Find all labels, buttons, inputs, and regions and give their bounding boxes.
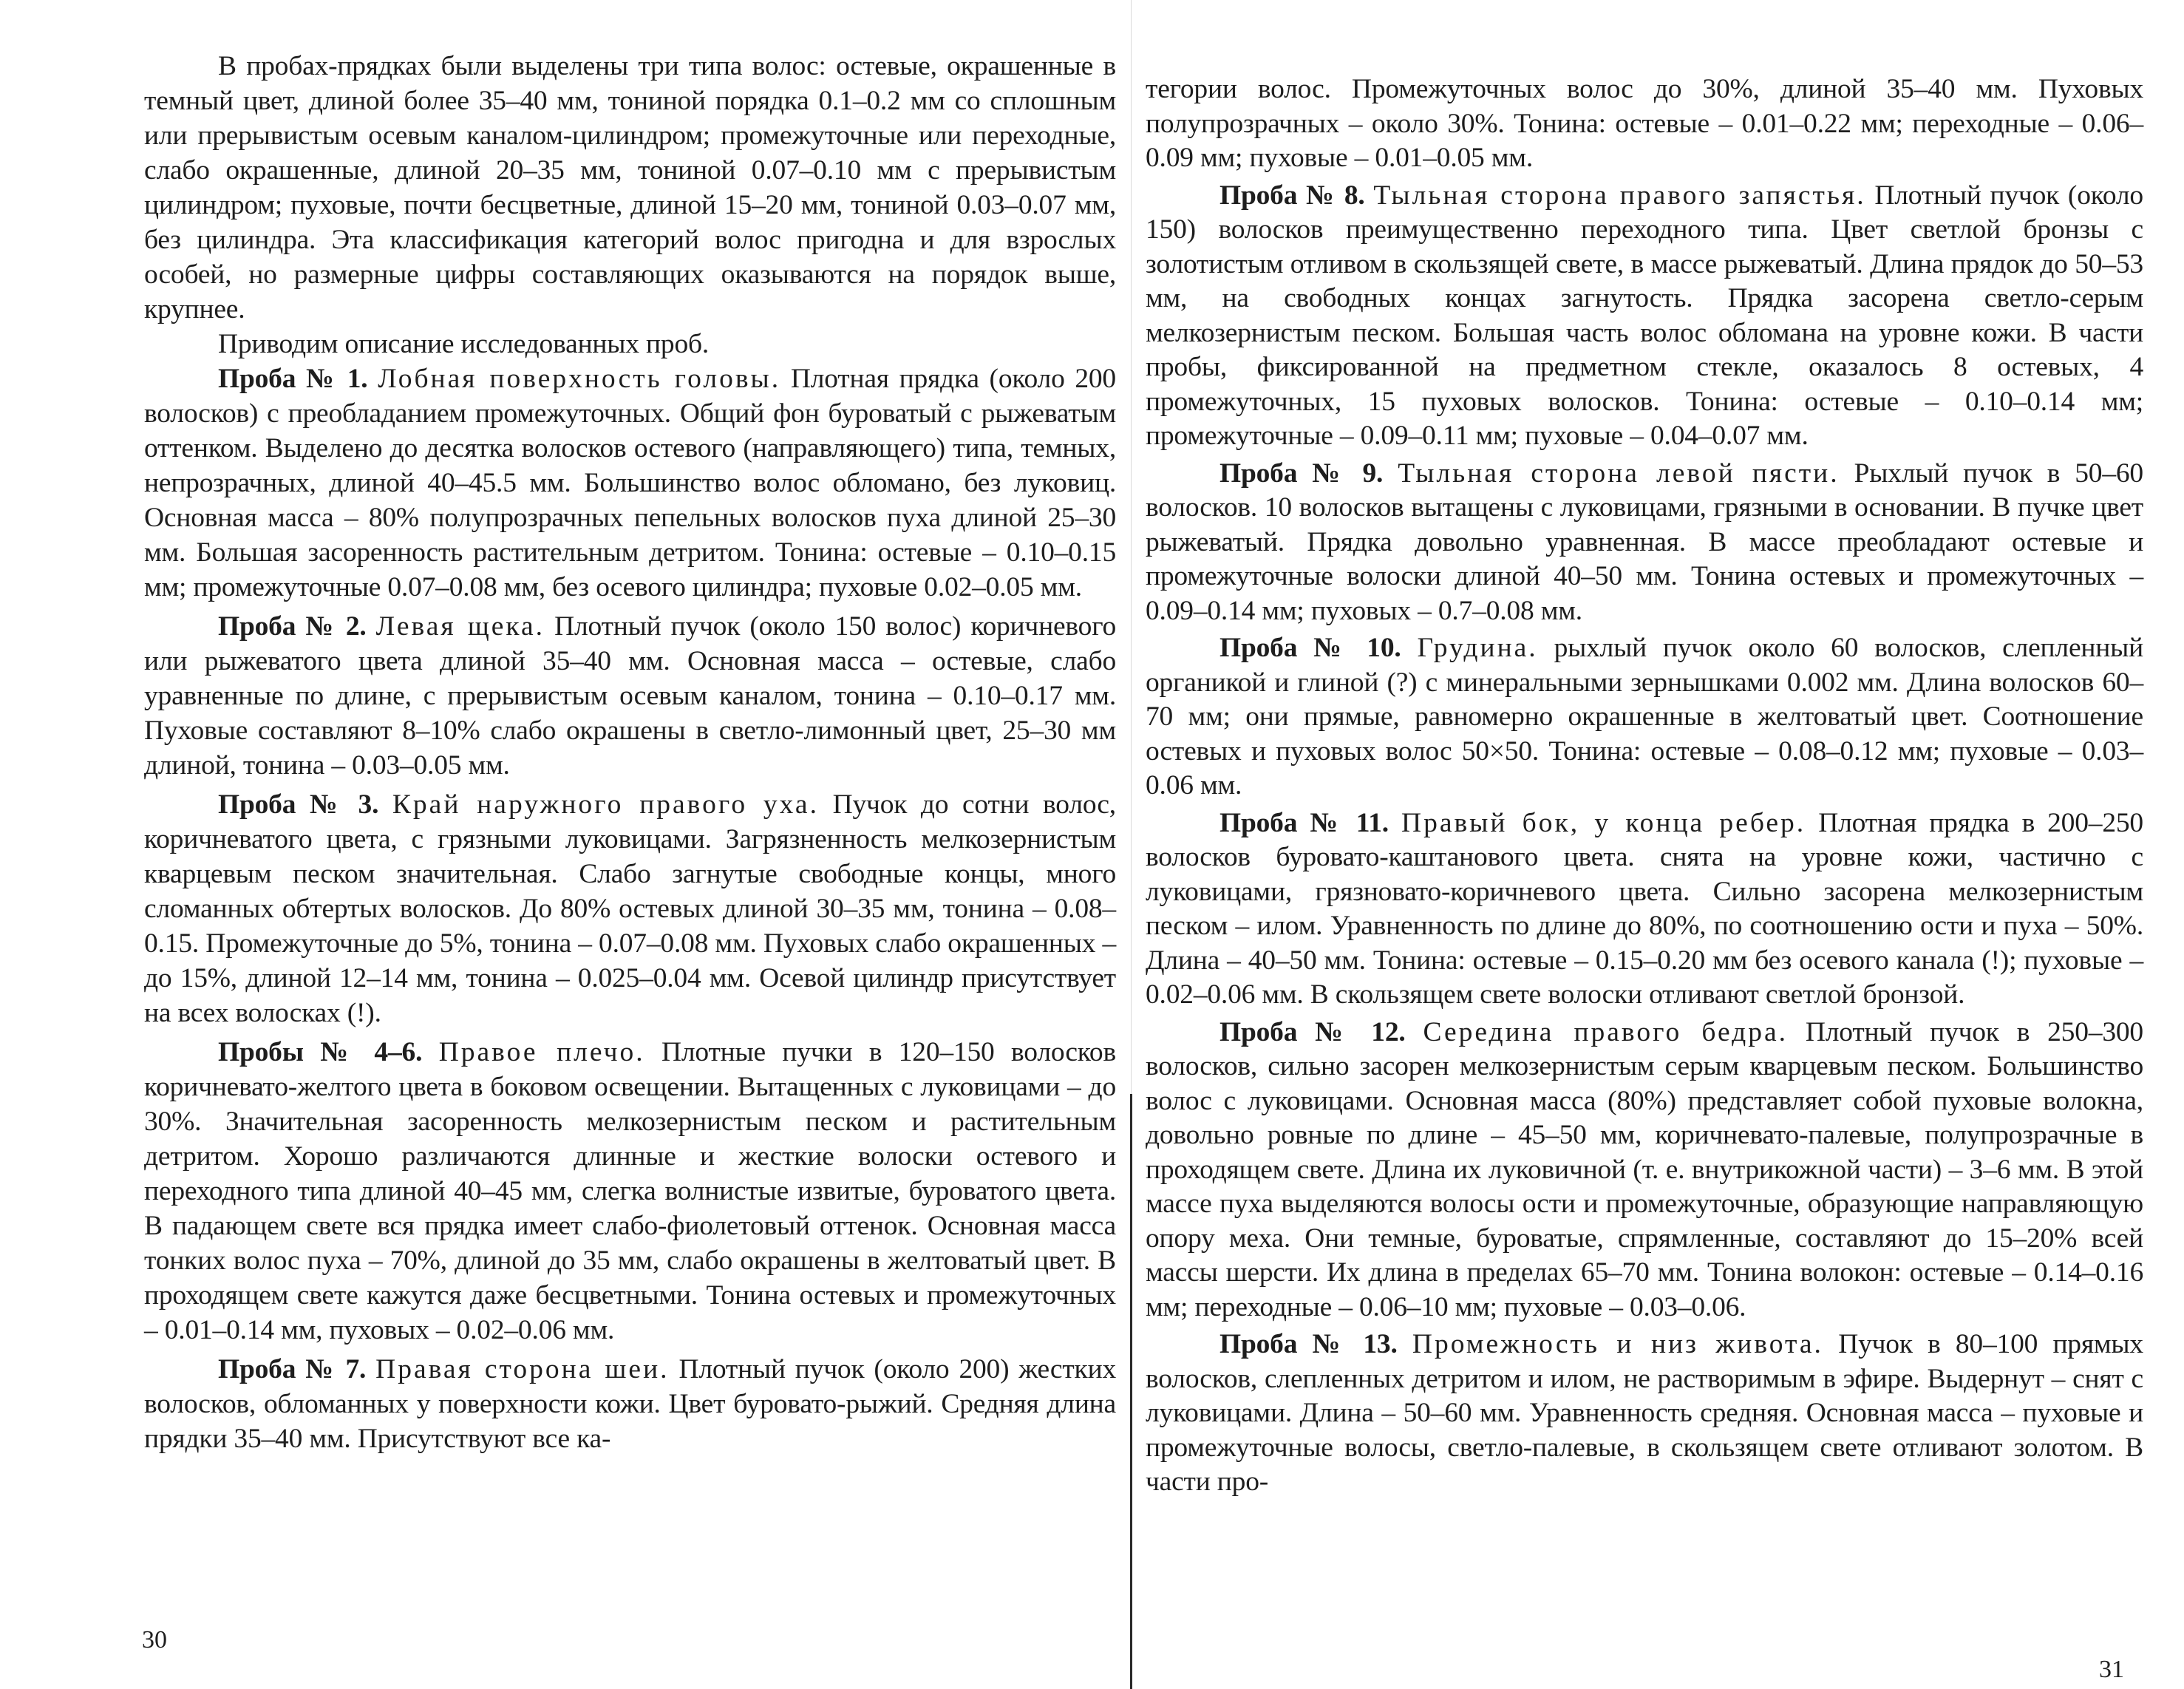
sample-3-location: Край наружного правого уха. xyxy=(392,789,819,820)
sample-9 xyxy=(1146,457,2143,629)
sample-9-location: Тыльная сторона левой пясти. xyxy=(1398,458,1840,489)
sample-11-text: Плотная прядка в 200–250 волосков буровато-каштанового цвета. снята на уровне кожи, частично с луковицами, грязновато-коричневого цвета. Сильно засорена мелкозернистым песком – илом. Уравненность по длине до 80%, по соотношению ости и пуха – 50%. Длина – 40–50 мм. Тонина: остевые – 0.15–0.20 мм без осевого канала (!); пуховые – 0.02–0.06 мм. В скользящем свете волоски отливают светлой бронзой. xyxy=(1146,807,2143,1010)
sample-1 xyxy=(144,361,1116,605)
sample-10-location: Грудина. xyxy=(1417,633,1538,663)
sample-12-text: Плотный пучок в 250–300 волосков, сильно засорен мелкозернистым серым кварцевым песком. Большинство волос с луковицами. Основная масса (80%) представляет собой пуховые волокна, довольно ровные по длине – 45–50 мм, коричневато-палевые, полупрозрачные в проходящем свете. Длина их луковичной (т. е. внутрикожной части) – 3–6 мм. В этой массе пуха выделяются волосы ости и промежуточные, образующие направляющую опору меха. Они темные, буроватые, спрямленные, составляют до 15–20% всей массы шерсти. Их длина в пределах 65–70 мм. Тонина волокон: остевые – 0.14–0.16 мм; переходные – 0.06–10 мм; пуховые – 0.03–0.06. xyxy=(1146,1016,2143,1322)
sample-13 xyxy=(1146,1328,2143,1500)
sample-4-6 xyxy=(144,1035,1116,1348)
sample-3-text: Пучок до сотни волос, коричневатого цвета, с грязными луковицами. Загрязненность мелкозернистым кварцевым песком значительная. Слабо загнутые свободные концы, много сломанных обтертых волосков. До 80% остевых длиной 30–35 мм, тонина – 0.08–0.15. Промежуточные до 5%, тонина – 0.07–0.08 мм. Пуховых слабо окрашенных – до 15%, длиной 12–14 мм, тонина – 0.025–0.04 мм. Осевой цилиндр присутствует на всех волосках (!). xyxy=(144,789,1116,1028)
sample-10 xyxy=(1146,631,2143,803)
sample-10-heading: Проба № 10. xyxy=(1219,633,1401,663)
sample-12-heading: Проба № 12. xyxy=(1219,1016,1406,1047)
sample-7-location: Правая сторона шеи. xyxy=(375,1354,670,1384)
sample-7-text: Плотный пучок (около 200) жестких волосков, обломанных у поверхности кожи. Цвет буровато-рыжий. Средняя длина прядки 35–40 мм. Присутствуют все ка- xyxy=(144,1354,1116,1454)
sample-13-location: Промежность и низ живота. xyxy=(1412,1329,1823,1359)
sample-8 xyxy=(1146,179,2143,454)
sample-7 xyxy=(144,1352,1116,1456)
sample-8-location: Тыльная сторона правого запястья. xyxy=(1373,180,1866,211)
sample-3-heading: Проба № 3. xyxy=(218,789,379,820)
sample-9-text: Рыхлый пучок в 50–60 волосков. 10 волосков вытащены с луковицами, грязными в основании. В пучке цвет рыжеватый. Прядка довольно уравненная. В массе преобладают остевые и промежуточные волоски длиной 40–50 мм. Тонина остевых и промежуточных – 0.09–0.14 мм; пуховых – 0.7–0.08 мм. xyxy=(1146,458,2143,626)
sample-10-text: рыхлый пучок около 60 волосков, слепленный органикой и глиной (?) с минеральными зернышками 0.002 мм. Длина волосков 60–70 мм; они прямые, равномерно окрашенные в желтоватый цвет. Соотношение остевых и пуховых волос 50×50. Тонина: остевые – 0.08–0.12 мм; пуховые – 0.03–0.06 мм. xyxy=(1146,633,2143,801)
sample-7-heading: Проба № 7. xyxy=(218,1354,367,1384)
sample-3 xyxy=(144,787,1116,1030)
sample-12 xyxy=(1146,1016,2143,1325)
sample-2-heading: Проба № 2. xyxy=(218,611,367,642)
right-page-number: 31 xyxy=(2099,1656,2124,1683)
intro-paragraph: В пробах-прядках были выделены три типа волос: остевые, окрашенные в темный цвет, длиной более 35–40 мм, тониной порядка 0.1–0.2 мм со сплошным или прерывистым осевым каналом-цилиндром; промежуточные или переходные, слабо окрашенные, длиной 20–35 мм, тониной 0.07–0.10 мм с прерывистым цилиндром; пуховые, почти бесцветные, длиной 15–20 мм, тониной 0.03–0.07 мм, без цилиндра. Эта классификация категорий волос пригодна и для взрослых особей, но размерные цифры составляющих оказываются на порядок выше, крупнее. xyxy=(144,51,1116,324)
sample-1-heading: Проба № 1. xyxy=(218,364,368,394)
sample-2 xyxy=(144,609,1116,783)
sample-1-text: Плотная прядка (около 200 волосков) с преобладанием промежуточных. Общий фон буроватый с рыжеватым оттенком. Выделено до десятка волосков остевого (направляющего) типа, темных, непрозрачных, длиной 40–45.5 мм. Большинство волос обломано, без луковиц. Основная масса – 80% полупрозрачных пепельных волосков пуха длиной 25–30 мм. Большая засоренность растительным детритом. Тонина: остевые – 0.10–0.15 мм; промежуточные 0.07–0.08 мм, без осевого цилиндра; пуховые 0.02–0.05 мм. xyxy=(144,364,1116,602)
sample-11-location: Правый бок, у конца ребер. xyxy=(1401,807,1806,838)
sample-4-6-location: Правое плечо. xyxy=(438,1037,645,1067)
sample-12-location: Середина правого бедра. xyxy=(1423,1016,1788,1047)
sample-11 xyxy=(1146,806,2143,1013)
sample-2-text: Плотный пучок (около 150 волос) коричневого или рыжеватого цвета длиной 35–40 мм. Основная масса – остевые, слабо уравненные по длине, с прерывистым осевым каналом, тонина – 0.10–0.17 мм. Пуховые составляют 8–10% слабо окрашены в светло-лимонный цвет, 25–30 мм длиной, тонина – 0.03–0.05 мм. xyxy=(144,611,1116,781)
sample-9-heading: Проба № 9. xyxy=(1219,458,1384,489)
sample-1-location: Лобная поверхность головы. xyxy=(378,364,781,394)
sample-11-heading: Проба № 11. xyxy=(1219,807,1389,838)
sample-13-heading: Проба № 13. xyxy=(1219,1329,1398,1359)
sample-8-text: Плотный пучок (около 150) волосков преимущественно переходного типа. Цвет светлой бронзы с золотистым отливом в скользящей свете, в массе рыжеватый. Длина прядок до 50–53 мм, на свободных концах загнутость. Прядка засорена светло-серым мелкозернистым песком. Большая часть волос обломана на уровне кожи. В части пробы, фиксированной на предметном стекле, оказалось 8 остевых, 4 промежуточных, 15 пуховых волосков. Тонина: остевые – 0.10–0.14 мм; промежуточные – 0.09–0.11 мм; пуховые – 0.04–0.07 мм. xyxy=(1146,180,2143,451)
sample-2-location: Левая щека. xyxy=(375,611,545,642)
sample-7-continuation: тегории волос. Промежуточных волос до 30%, длиной 35–40 мм. Пуховых полупрозрачных – около 30%. Тонина: остевые – 0.01–0.22 мм; переходные – 0.06–0.09 мм; пуховые – 0.01–0.05 мм. xyxy=(1146,74,2143,173)
sample-13-text: Пучок в 80–100 прямых волосков, слепленных детритом и илом, не растворимым в эфире. Выдернут – снят с луковицами. Длина – 50–60 мм. Уравненность средняя. Основная масса – пуховые и промежуточные волосы, светло-палевые, в скользящем свете отливают золотом. В части про- xyxy=(1146,1329,2143,1497)
sample-4-6-text: Плотные пучки в 120–150 волосков коричневато-желтого цвета в боковом освещении. Вытащенных с луковицами – до 30%. Значительная засоренность мелкозернистым песком и растительным детритом. Хорошо различаются длинные и жесткие волоски остевого и переходного типа длиной 40–45 мм, слегка волнистые извитые, буроватого цвета. В падающем свете вся прядка имеет слабо-фиолетовый оттенок. Основная масса тонких волос пуха – 70%, длиной до 35 мм, слабо окрашены в желтоватый цвет. В проходящем свете кажутся даже бесцветными. Тонина остевых и промежуточных – 0.01–0.14 мм, пуховых – 0.02–0.06 мм. xyxy=(144,1037,1116,1345)
left-page-number: 30 xyxy=(142,1626,167,1654)
right-page xyxy=(1131,0,2184,1689)
sample-4-6-heading: Пробы № 4–6. xyxy=(218,1037,423,1067)
intro-lead: Приводим описание исследованных проб. xyxy=(218,329,710,359)
sample-8-heading: Проба № 8. xyxy=(1219,180,1365,211)
